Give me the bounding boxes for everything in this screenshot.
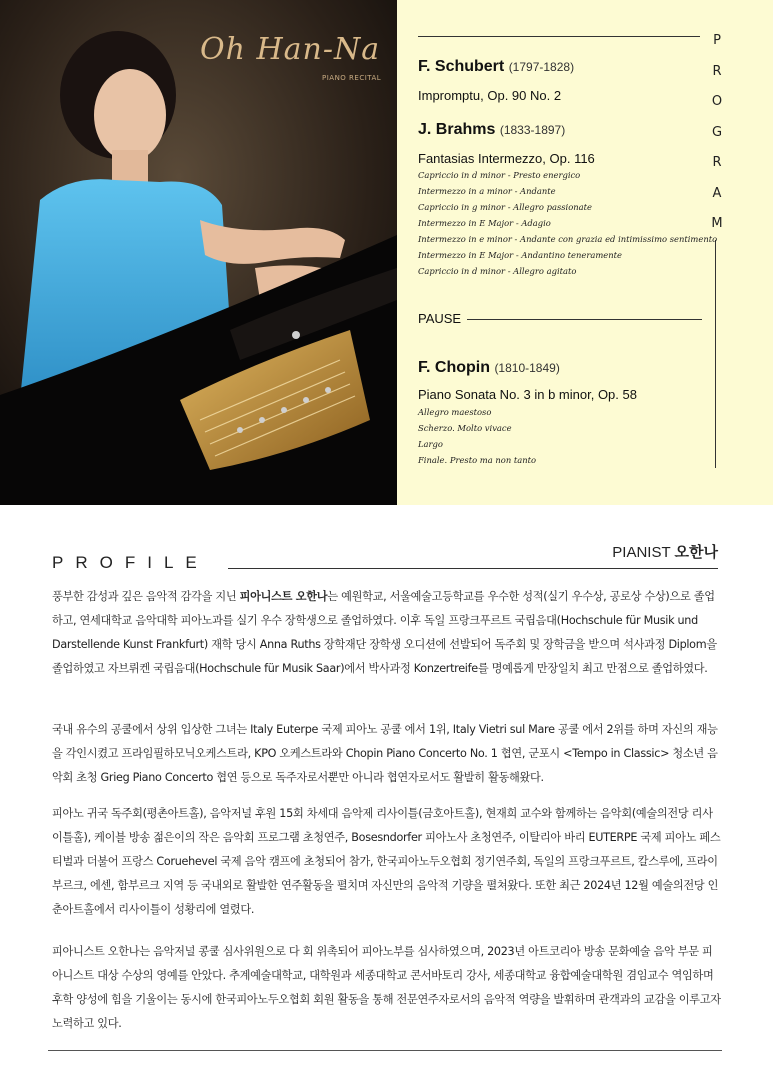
movement-item: Intermezzo in e minor - Andante con grazia ed intimissimo sentimento <box>418 234 718 244</box>
movement-item: Intermezzo in E Major - Adagio <box>418 218 551 228</box>
program-letter: M <box>711 216 723 231</box>
program-letter: R <box>712 63 722 79</box>
work-brahms: Fantasias Intermezzo, Op. 116 <box>418 151 595 166</box>
program-panel <box>397 0 773 505</box>
movement-item: Capriccio in d minor - Presto energico <box>418 170 581 180</box>
movement-item: Capriccio in g minor - Allegro passionate <box>418 202 592 212</box>
composer-years: (1810-1849) <box>494 361 560 375</box>
composer-schubert <box>418 58 574 76</box>
movement-item: Capriccio in d minor - Allegro agitato <box>418 266 577 276</box>
program-letter: A <box>712 185 722 201</box>
movement-item: Largo <box>418 439 443 449</box>
movement-item: Finale. Presto ma non tanto <box>418 455 537 465</box>
work-schubert: Impromptu, Op. 90 No. 2 <box>418 88 562 103</box>
bio-paragraph-1 <box>52 585 722 681</box>
composer-name: F. Chopin <box>418 359 490 376</box>
pause-label: PAUSE <box>418 311 462 326</box>
program-letter: O <box>711 94 723 109</box>
program-top-rule <box>418 36 700 37</box>
brahms-movements <box>418 167 717 279</box>
work-chopin: Piano Sonata No. 3 in b minor, Op. 58 <box>418 387 637 402</box>
composer-years: (1797-1828) <box>508 60 575 74</box>
signature-logo: Oh Han-Na <box>200 32 381 67</box>
composer-name: F. Schubert <box>418 58 505 75</box>
composer-brahms <box>418 121 565 139</box>
composer-chopin <box>418 359 560 377</box>
program-letter: G <box>711 124 723 140</box>
pianist-photo <box>0 0 397 505</box>
bio-highlight: 피아니스트 오한나 <box>239 590 328 603</box>
pianist-label <box>612 541 718 562</box>
pianist-prefix: PIANIST <box>612 544 671 561</box>
bio-paragraph-3: 피아노 귀국 독주회(평촌아트홀), 음악저널 후원 15회 차세대 음악제 리사이틀(금호아트홀), 현재희 교수와 함께하는 음악회(예술의전당 리사이틀홀), 케이블 방송 젊은이의 작은 음악회 프로그램 초청연주, Bosesndorfer 피아노사 초청연주, 이탈리아 바리 EUTERPE 국제 피아노 페스티벌과 더불어 프랑스 Coruehevel 국제 음악 캠프에 초청되어 참가, 한국피아노두오협회 정기연주회, 독일의 프랑크푸르트, 칼스루에, 프라이부르크, 에센, 함부르크 지역 등 국내외로 활발한 연주활동을 펼치며 자신만의 음악적 기량을 펼쳐왔다. 또한 최근 2024년 12월 예술의전당 인춘아트홀에서 리사이틀이 성황리에 열렸다. <box>52 807 721 916</box>
profile-heading: PROFILE <box>52 553 209 572</box>
bio-paragraph-2: 국내 유수의 공쿨에서 상위 입상한 그녀는 Italy Euterpe 국제 피아노 공쿨 에서 1위, Italy Vietri sul Mare 공쿨 에서 2위를 하며 자신의 재능을 각인시켰고 프라임필하모닉오케스트라, KPO 오케스트라와 Chopin Piano Concerto No. 1 협연, 군포시 <Tempo in Classic> 청소년 음악회 초청 Grieg Piano Concerto 협연 등으로 독주자로서뿐만 아니라 협연자로서도 활발히 활동해왔다. <box>52 723 718 784</box>
chopin-movements <box>418 404 536 468</box>
bottom-rule <box>48 1050 722 1051</box>
bio-paragraph-4: 피아니스트 오한나는 음악저널 콩쿨 심사위원으로 다 회 위촉되어 피아노부를 심사하였으며, 2023년 아트코리아 방송 문화예술 음악 부문 피아니스트 대상 수상의 영예를 안았다. 추계예술대학교, 대학원과 세종대학교 콘서바토리 강사, 세종대학교 융합예술대학원 겸임교수 역임하며 후학 양성에 힘을 기울이는 동시에 한국피아노두오협회 회원 활동을 통해 전문연주자로서의 음악적 역량을 발휘하며 관객과의 교감을 이루고자 노력하고 있다. <box>52 945 721 1030</box>
movement-item: Allegro maestoso <box>418 407 492 417</box>
program-letter: P <box>713 33 721 48</box>
profile-rule <box>228 568 718 569</box>
piano-recital-subtitle: PIANO RECITAL <box>322 74 382 82</box>
movement-item: Scherzo. Molto vivace <box>418 423 512 433</box>
bio-text: 풍부한 감성과 깊은 음악적 감각을 지닌 <box>52 590 240 603</box>
bio-text: 는 예원학교, 서울예술고등학교를 우수한 성적(실기 우수상, 공로상 수상)으로 졸업하고, 연세대학교 음악대학 피아노과를 실기 우수 장학생으로 졸업하였다. 이후 독일 프랑크푸르트 국립음대(Hochschule für Musik und Darstellende Kunst Frankfurt) 재학 당시 Anna Ruths 장학재단 장학생 오디션에 선발되어 독주회 및 장학금을 받으며 석사과정 Diplom을 졸업하였고 자브뤼켄 국립음대(Hochschule für Musik Saar)에서 박사과정 Konzertreife를 명예롭게 만장일치 최고 만점으로 졸업하였다. <box>52 590 717 675</box>
movement-item: Intermezzo in a minor - Andante <box>418 186 556 196</box>
composer-years: (1833-1897) <box>499 123 566 137</box>
movement-item: Intermezzo in E Major - Andantino teneramente <box>418 250 622 260</box>
pianist-name: 오한나 <box>674 544 718 561</box>
pause-rule <box>467 319 702 320</box>
composer-name: J. Brahms <box>418 121 496 138</box>
program-letter: R <box>712 155 722 170</box>
